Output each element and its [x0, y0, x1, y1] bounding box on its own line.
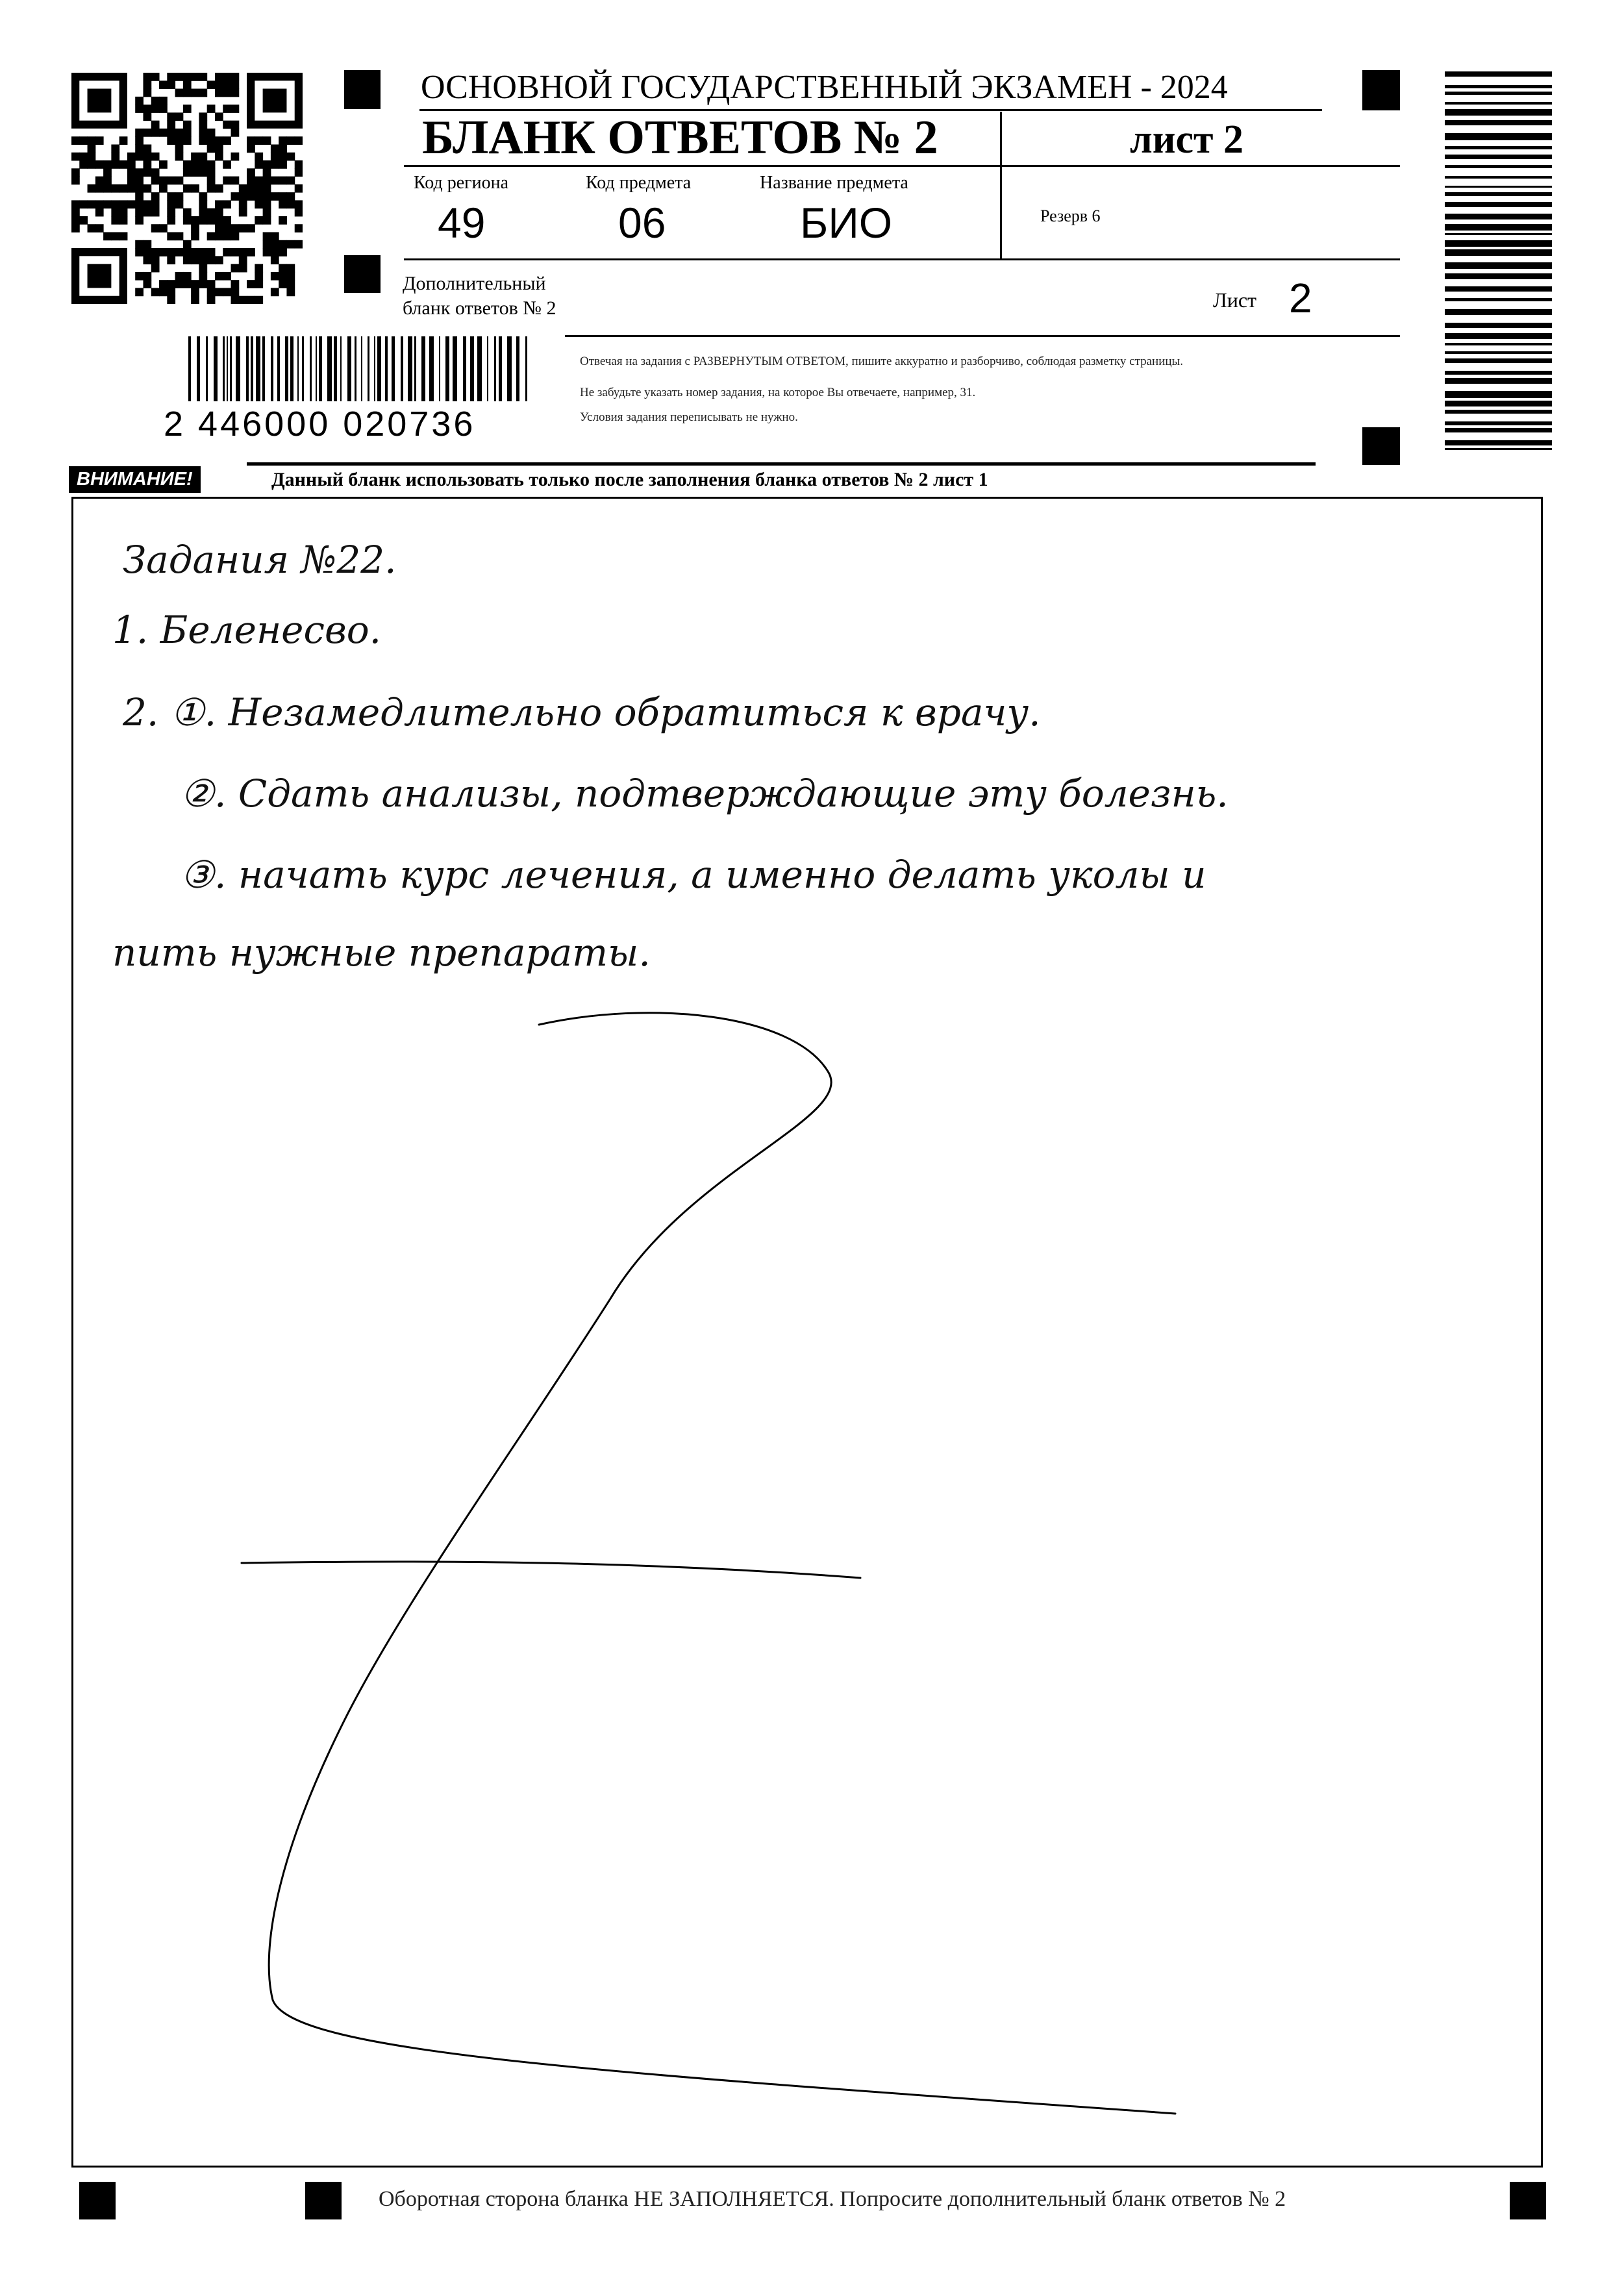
- reserve-label: Резерв 6: [1040, 206, 1101, 225]
- instruction-line-1: Отвечая на задания с РАЗВЕРНУТЫМ ОТВЕТОМ, пишите аккуратно и разборчиво, соблюдая разметку страницы.: [580, 355, 1184, 368]
- subject-code-value: 06: [618, 199, 666, 247]
- qr-code: [71, 73, 303, 304]
- header-rule-3: [565, 335, 1400, 337]
- warning-text: Данный бланк использовать только после заполнения бланка ответов № 2 лист 1: [271, 469, 988, 490]
- alignment-marker-top-right: [1362, 70, 1400, 110]
- side-barcode: [1445, 71, 1552, 455]
- sheet-label: Лист: [1213, 288, 1257, 312]
- barcode-number: 2 446000 020736: [164, 405, 476, 444]
- form-barcode: [183, 336, 534, 414]
- alignment-marker-mid-right: [1362, 427, 1400, 465]
- answer-line-3: 2. ①. Незамедлительно обратиться к врачу.: [123, 690, 1041, 734]
- answer-line-6: пить нужные препараты.: [112, 931, 651, 975]
- instruction-line-2: Не забудьте указать номер задания, на которое Вы отвечаете, например, 31.: [580, 386, 976, 399]
- alignment-marker-bottom-3: [1510, 2182, 1546, 2219]
- alignment-marker-mid-left: [344, 255, 381, 293]
- region-code-value: 49: [438, 199, 486, 247]
- region-code-label: Код региона: [414, 173, 509, 193]
- warning-rule: [247, 462, 1316, 466]
- answer-line-2: 1. Беленесво.: [112, 608, 382, 652]
- answer-line-4: ②. Сдать анализы, подтверждающие эту болезнь.: [181, 771, 1229, 816]
- instruction-line-3: Условия задания переписывать не нужно.: [580, 410, 798, 424]
- header-rule-2: [404, 258, 1400, 260]
- additional-form-label-1: Дополнительный: [403, 273, 546, 294]
- exam-title: ОСНОВНОЙ ГОСУДАРСТВЕННЫЙ ЭКЗАМЕН - 2024: [421, 69, 1228, 106]
- alignment-marker-bottom-1: [79, 2182, 116, 2219]
- answer-line-1: Задания №22.: [123, 538, 397, 582]
- footer-text: Оборотная сторона бланка НЕ ЗАПОЛНЯЕТСЯ. Попросите дополнительный бланк ответов № 2: [379, 2187, 1286, 2211]
- form-title: БЛАНК ОТВЕТОВ № 2: [422, 111, 938, 164]
- answer-line-5: ③. начать курс лечения, а именно делать уколы и: [181, 853, 1206, 897]
- sheet-value: 2: [1289, 275, 1312, 321]
- sheet-title: лист 2: [1130, 118, 1243, 162]
- alignment-marker-top-left: [344, 70, 381, 109]
- subject-code-label: Код предмета: [586, 173, 692, 193]
- header-divider-v1: [1000, 112, 1002, 260]
- additional-form-label-2: бланк ответов № 2: [403, 297, 556, 319]
- alignment-marker-bottom-2: [305, 2182, 342, 2219]
- answer-area: [71, 497, 1543, 2168]
- header-rule-1: [404, 165, 1400, 167]
- subject-name-value: БИО: [800, 199, 893, 247]
- subject-name-label: Название предмета: [760, 173, 908, 193]
- warning-badge: ВНИМАНИЕ!: [69, 466, 201, 493]
